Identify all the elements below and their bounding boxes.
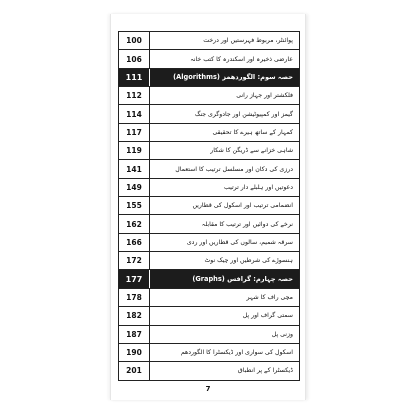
toc-entry-title: دعوتیں اور ہلبلے دار ترتیب xyxy=(224,183,293,191)
toc-row xyxy=(118,32,300,50)
toc-entry-title: وزنی پل xyxy=(271,330,293,338)
toc-page-number: 106 xyxy=(119,50,150,67)
toc-page-number: 111 xyxy=(119,69,150,86)
toc-row xyxy=(118,142,300,160)
toc-page-number: 201 xyxy=(119,362,150,379)
toc-page-number: 177 xyxy=(119,270,150,287)
toc-entry-title: سمتی گراف اور پل xyxy=(242,312,293,320)
toc-page-number: 100 xyxy=(119,32,150,49)
toc-section-header xyxy=(118,69,300,87)
toc-entry-title: عارضی ذخیرہ اور اسکندرہ کا کتب خانہ xyxy=(190,55,293,63)
toc-page-number: 119 xyxy=(119,142,150,159)
toc-entry-title: سرقہ شمیم، سالوں کی قطاریں اور ردی xyxy=(186,238,293,246)
toc-entry-title: شاہی خزانے سے ڈریگن کا شکار xyxy=(210,147,293,155)
toc-entry-title: ہنسوڑے کی شرطیں اور چیک نوٹ xyxy=(204,257,293,265)
toc-entry-title: درزی کی دکان اور مسلسل ترتیب کا استعمال xyxy=(175,165,293,173)
toc-entry-title: پوائنٹر، مربوط فہرستیں اور درخت xyxy=(203,37,293,45)
toc-entry-title: مچی راف کا شہر xyxy=(246,293,293,301)
toc-row xyxy=(118,160,300,178)
toc-page-number: 117 xyxy=(119,124,150,141)
toc-row xyxy=(118,234,300,252)
toc-section-title: حصہ چہارم: گرافس (Graphs) xyxy=(192,275,293,284)
toc-entry-title: نرخے کی دوائیں اور ترتیب کا مقابلہ xyxy=(201,220,293,228)
toc-row xyxy=(118,105,300,123)
toc-page-number: 149 xyxy=(119,179,150,196)
toc-row xyxy=(118,326,300,344)
toc-page-number: 178 xyxy=(119,289,150,306)
toc-section-title: حصہ سوم: الگوردھمز (Algorithms) xyxy=(173,73,293,82)
toc-row xyxy=(118,87,300,105)
toc-entry-title: اسکول کی سواری اور ڈیکسٹرا کا الگوردھم xyxy=(180,349,293,357)
toc-entry-title: کمہار کے ساتھ ہیرے کا تحقیقی xyxy=(212,128,293,136)
toc-row xyxy=(118,362,300,380)
table-of-contents xyxy=(118,31,300,381)
toc-page-number: 166 xyxy=(119,234,150,251)
toc-entry-title: ڈیکسٹرا کے پر انطباق xyxy=(237,367,293,375)
toc-page-number: 162 xyxy=(119,215,150,232)
toc-row xyxy=(118,197,300,215)
toc-page-number: 155 xyxy=(119,197,150,214)
toc-page-number: 190 xyxy=(119,344,150,361)
toc-row xyxy=(118,307,300,325)
toc-row xyxy=(118,344,300,362)
toc-row xyxy=(118,50,300,68)
toc-row xyxy=(118,179,300,197)
toc-row xyxy=(118,289,300,307)
toc-page-number: 182 xyxy=(119,307,150,324)
toc-page-number: 172 xyxy=(119,252,150,269)
toc-page-number: 114 xyxy=(119,105,150,122)
toc-section-header xyxy=(118,270,300,288)
page-number: 7 xyxy=(205,385,211,393)
toc-page-number: 187 xyxy=(119,326,150,343)
toc-page-number: 141 xyxy=(119,160,150,177)
toc-page-number: 112 xyxy=(119,87,150,104)
toc-row xyxy=(118,252,300,270)
book-page xyxy=(110,14,306,400)
toc-entry-title: گیمز اور کمپیوٹیشن اور جادوگری جنگ xyxy=(194,110,293,118)
toc-entry-title: انضمامی ترتیب اور اسکول کی قطاریں xyxy=(192,202,293,210)
toc-row xyxy=(118,215,300,233)
toc-entry-title: فلکشتر اور جہاز رانی xyxy=(236,92,293,100)
toc-row xyxy=(118,124,300,142)
